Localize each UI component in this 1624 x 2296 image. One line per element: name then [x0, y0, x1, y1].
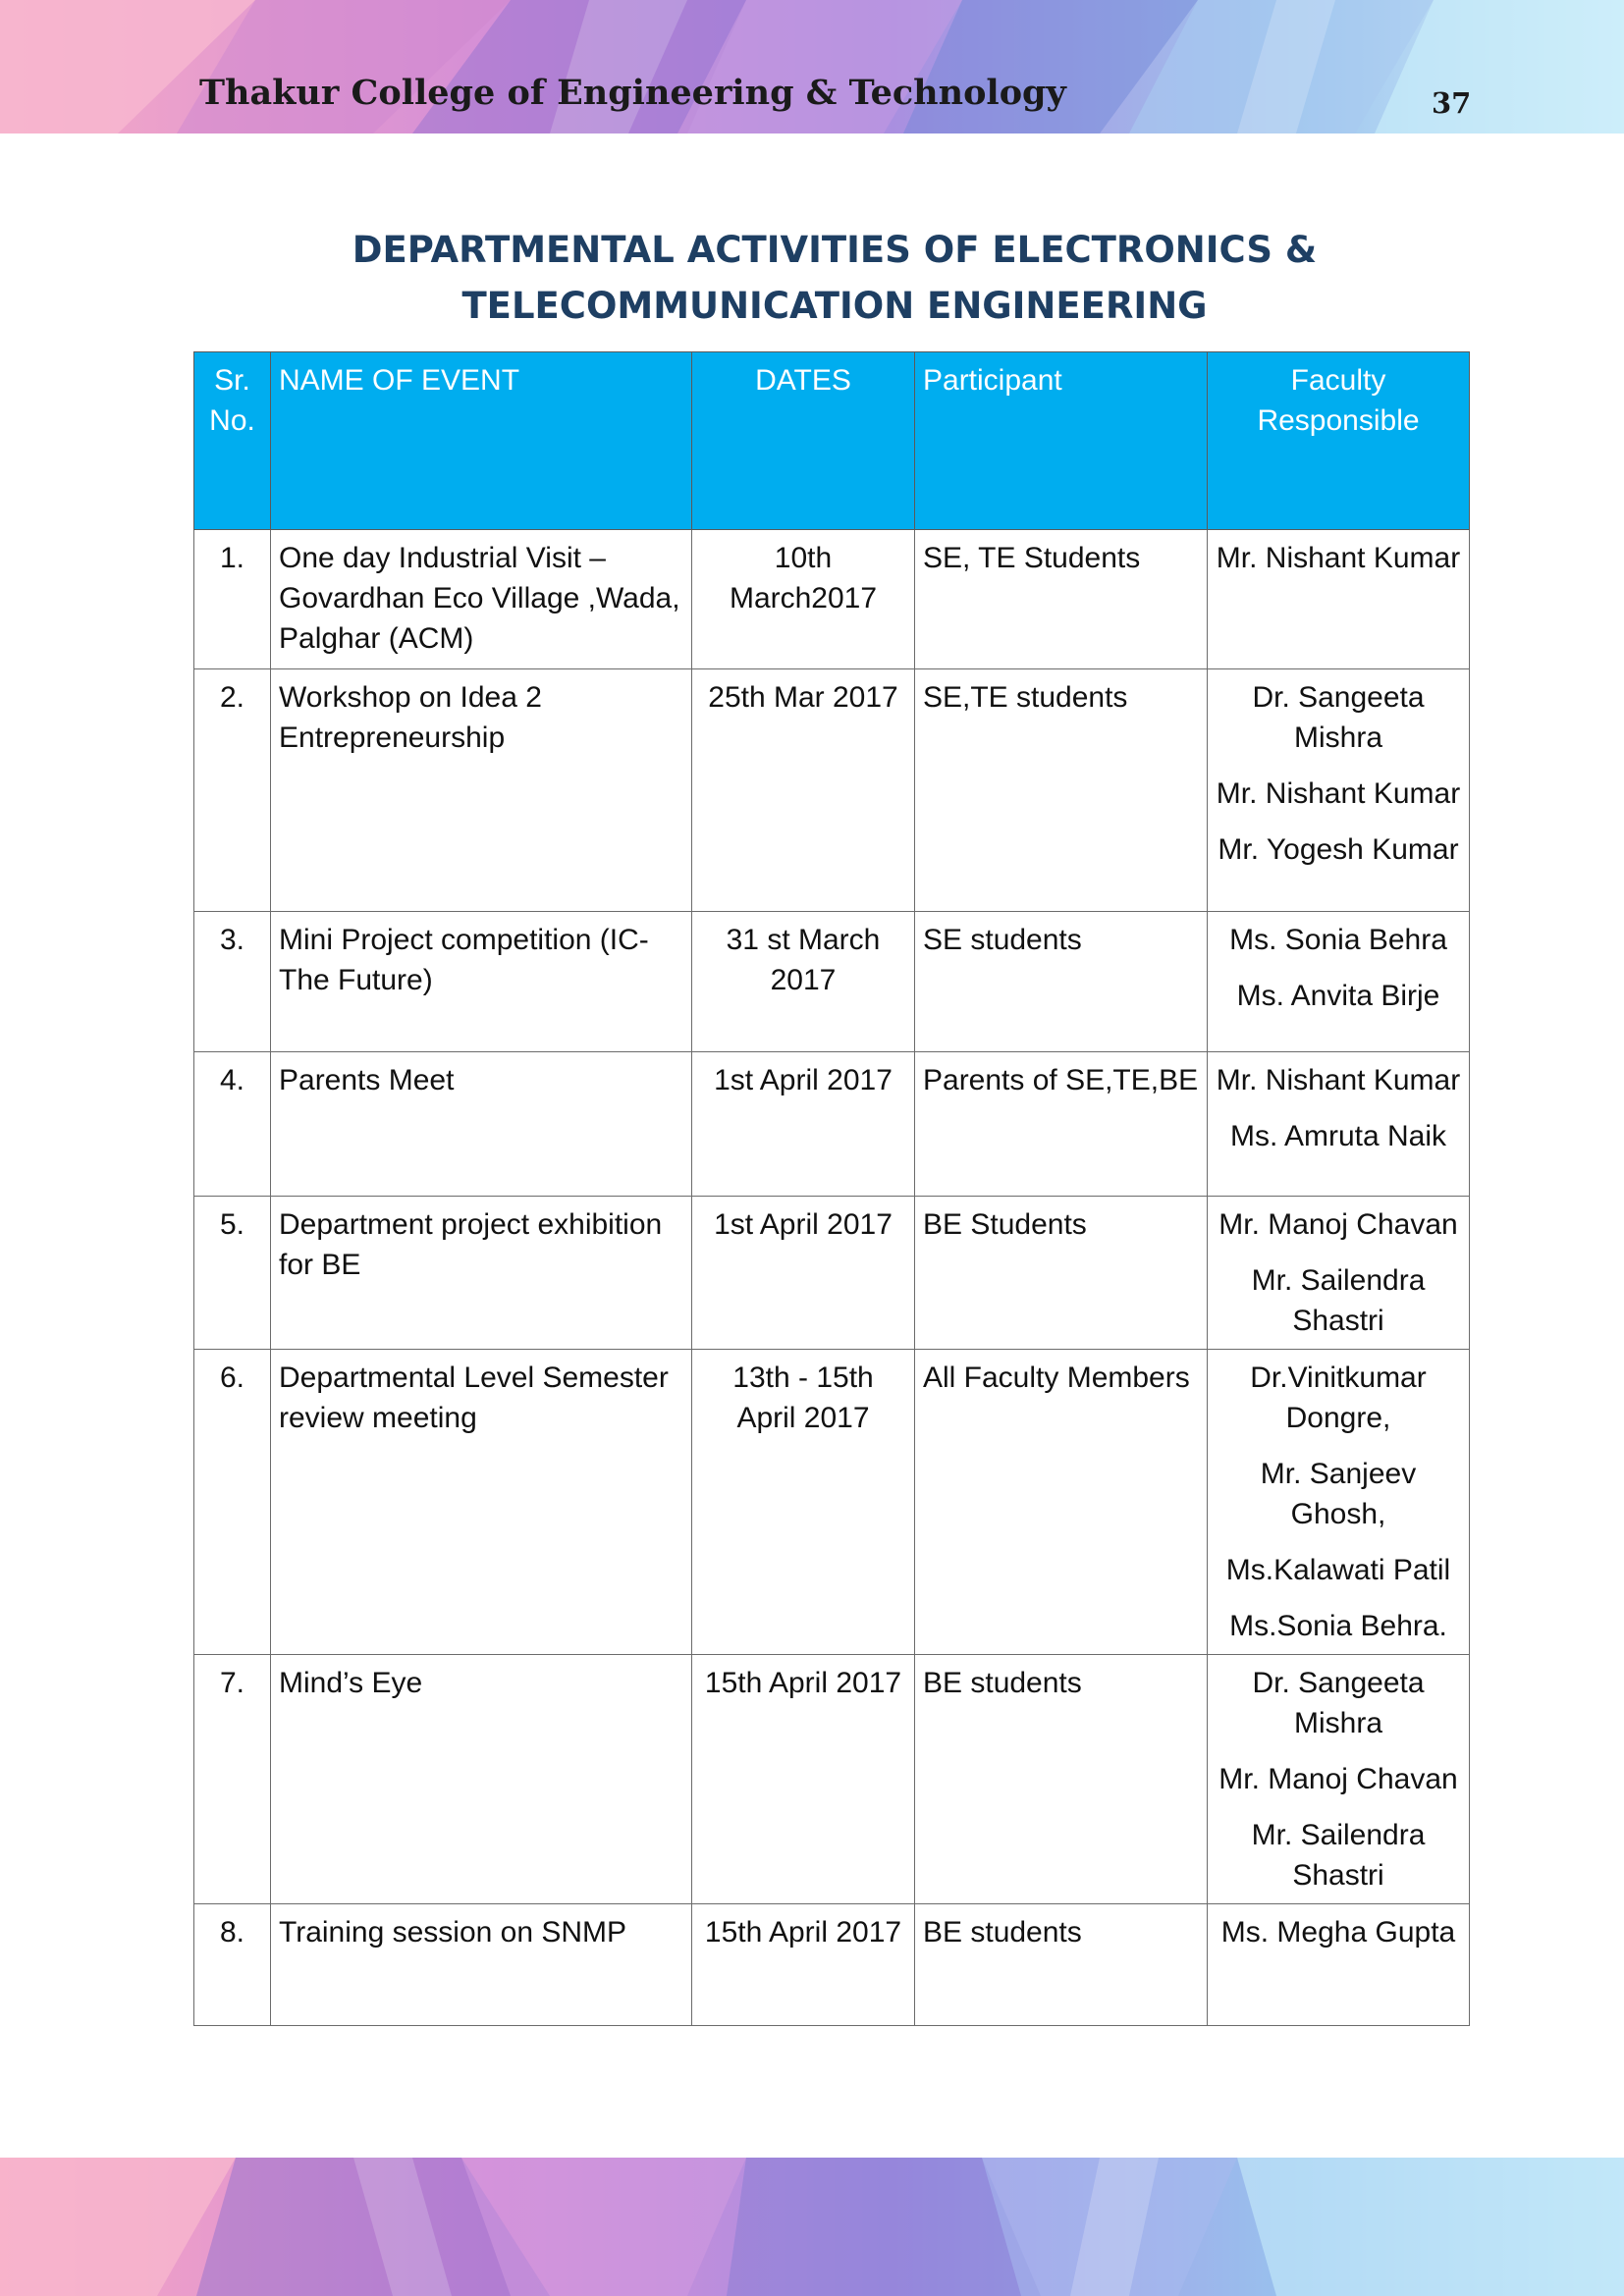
cell-participant: BE students [915, 1655, 1208, 1904]
faculty-name: Mr. Nishant Kumar [1216, 777, 1461, 810]
table-row [194, 1904, 1470, 2026]
faculty-name: Mr. Sanjeev Ghosh, [1260, 1458, 1417, 1530]
cell-participant: SE students [915, 912, 1208, 1052]
cell-sr: 5. [194, 1197, 271, 1350]
table-row [194, 669, 1470, 912]
cell-dates: 15th April 2017 [692, 1655, 915, 1904]
faculty-name: Ms. Anvita Birje [1236, 980, 1440, 1012]
table-row [194, 530, 1470, 669]
cell-dates: 1st April 2017 [692, 1197, 915, 1350]
cell-participant: Parents of SE,TE,BE [915, 1052, 1208, 1197]
faculty-name: Mr. Manoj Chavan [1218, 1208, 1458, 1241]
cell-dates: 13th - 15th April 2017 [692, 1350, 915, 1655]
header-dates: DATES [692, 352, 915, 530]
header-event-name: NAME OF EVENT [271, 352, 692, 530]
faculty-name: Mr. Yogesh Kumar [1218, 833, 1459, 866]
cell-dates: 25th Mar 2017 [692, 669, 915, 912]
cell-event: One day Industrial Visit – Govardhan Eco Village ,Wada, Palghar (ACM) [271, 530, 692, 669]
cell-sr: 6. [194, 1350, 271, 1655]
cell-sr: 3. [194, 912, 271, 1052]
cell-participant: BE students [915, 1904, 1208, 2026]
header-banner [0, 0, 1624, 133]
events-table [193, 351, 1470, 2026]
faculty-name: Mr. Nishant Kumar [1216, 1064, 1461, 1096]
table-row [194, 1197, 1470, 1350]
cell-participant: All Faculty Members [915, 1350, 1208, 1655]
cell-participant: SE, TE Students [915, 530, 1208, 669]
cell-faculty [1208, 530, 1470, 669]
cell-faculty [1208, 1904, 1470, 2026]
cell-event: Mind’s Eye [271, 1655, 692, 1904]
header-sr-no: Sr. No. [194, 352, 271, 530]
cell-sr: 7. [194, 1655, 271, 1904]
cell-participant: BE Students [915, 1197, 1208, 1350]
college-name: Thakur College of Engineering & Technology [199, 73, 1066, 113]
cell-faculty [1208, 1197, 1470, 1350]
faculty-name: Ms. Sonia Behra [1229, 924, 1447, 956]
cell-event: Parents Meet [271, 1052, 692, 1197]
cell-faculty [1208, 1655, 1470, 1904]
cell-faculty [1208, 1350, 1470, 1655]
faculty-name: Mr. Sailendra Shastri [1251, 1819, 1426, 1892]
table-row [194, 1350, 1470, 1655]
cell-sr: 1. [194, 530, 271, 669]
table-row [194, 912, 1470, 1052]
faculty-name: Ms. Amruta Naik [1229, 1120, 1447, 1152]
page-title-line-2: TELECOMMUNICATION ENGINEERING [461, 285, 1208, 327]
cell-event: Training session on SNMP [271, 1904, 692, 2026]
cell-faculty [1208, 912, 1470, 1052]
cell-sr: 4. [194, 1052, 271, 1197]
table-row [194, 1655, 1470, 1904]
faculty-name: Dr. Sangeeta Mishra [1252, 1667, 1425, 1739]
cell-sr: 8. [194, 1904, 271, 2026]
cell-sr: 2. [194, 669, 271, 912]
table-row [194, 1052, 1470, 1197]
faculty-name: Ms.Sonia Behra. [1229, 1610, 1447, 1642]
faculty-name: Ms. Megha Gupta [1220, 1916, 1456, 1949]
faculty-name: Ms.Kalawati Patil [1225, 1554, 1451, 1586]
footer-banner [0, 2158, 1624, 2296]
page-number: 37 [1432, 86, 1472, 120]
header-participant: Participant [915, 352, 1208, 530]
faculty-name: Dr.Vinitkumar Dongre, [1250, 1362, 1427, 1434]
cell-dates: 15th April 2017 [692, 1904, 915, 2026]
table-header-row [194, 352, 1470, 530]
faculty-name: Mr. Sailendra Shastri [1251, 1264, 1426, 1337]
faculty-name: Mr. Manoj Chavan [1218, 1763, 1458, 1795]
cell-dates: 1st April 2017 [692, 1052, 915, 1197]
faculty-name: Dr. Sangeeta Mishra [1252, 681, 1425, 754]
cell-faculty [1208, 669, 1470, 912]
cell-participant: SE,TE students [915, 669, 1208, 912]
cell-dates: 10th March2017 [692, 530, 915, 669]
cell-faculty [1208, 1052, 1470, 1197]
page-title-line-1: DEPARTMENTAL ACTIVITIES OF ELECTRONICS & [352, 229, 1318, 271]
cell-event: Departmental Level Semester review meeting [271, 1350, 692, 1655]
cell-event: Workshop on Idea 2 Entrepreneurship [271, 669, 692, 912]
cell-dates: 31 st March 2017 [692, 912, 915, 1052]
cell-event: Mini Project competition (IC-The Future) [271, 912, 692, 1052]
cell-event: Department project exhibition for BE [271, 1197, 692, 1350]
faculty-name: Mr. Nishant Kumar [1216, 542, 1461, 574]
header-faculty: Faculty Responsible [1208, 352, 1470, 530]
